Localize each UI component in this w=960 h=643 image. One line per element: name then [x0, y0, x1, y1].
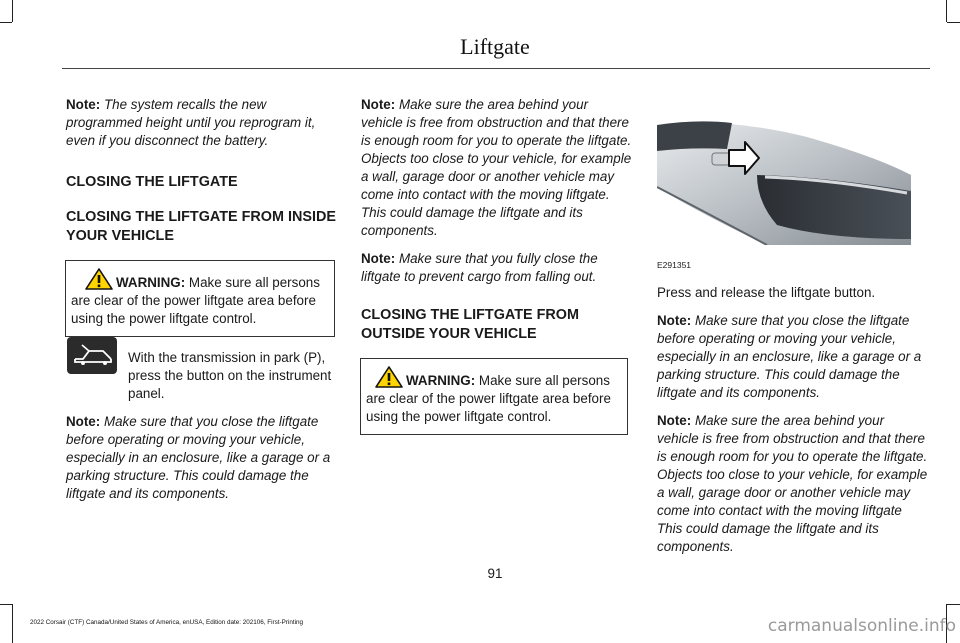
crop-mark — [946, 0, 947, 22]
note-label: Note: — [361, 251, 396, 266]
note-paragraph — [657, 412, 929, 556]
note-label: Note: — [66, 97, 101, 112]
note-paragraph — [361, 250, 633, 286]
crop-mark — [12, 604, 13, 643]
liftgate-button-icon — [67, 337, 117, 374]
note-label: Note: — [657, 313, 692, 328]
crop-mark — [947, 604, 960, 605]
crop-mark — [12, 0, 13, 22]
footer-edition: 2022 Corsair (CTF) Canada/United States of America, enUSA, Edition date: 202106, First-Printing — [30, 619, 303, 626]
note-label: Note: — [657, 413, 692, 428]
warning-text: Make sure all persons are clear of the power liftgate area before using the power liftgate control. — [71, 275, 320, 326]
instruction-text: Press and release the liftgate button. — [657, 285, 876, 300]
image-code: E291351 — [657, 260, 692, 270]
note-paragraph — [66, 413, 338, 503]
warning-label: WARNING: — [406, 373, 476, 388]
section-heading: CLOSING THE LIFTGATE — [66, 174, 238, 190]
note-paragraph — [657, 312, 929, 402]
note-text: Make sure the area behind your vehicle is free from obstruction and that there is enough room for you to operate the liftgate. Objects too close to your vehicle, for example a wall, garage door or another vehicle may come into contact with the moving liftgate. This could damage the liftgate and its components. — [361, 97, 632, 238]
note-text: Make sure that you close the liftgate before operating or moving your vehicle, especially in an enclosure, like a garage or a parking structure. This could damage the liftgate and its components. — [66, 414, 331, 501]
subsection-heading: CLOSING THE LIFTGATE FROM INSIDE YOUR VEHICLE — [66, 209, 336, 244]
column-2 — [361, 96, 633, 435]
note-paragraph — [361, 96, 633, 240]
page-title: Liftgate — [460, 34, 530, 59]
warning-box — [65, 260, 335, 337]
liftgate-photo — [657, 117, 911, 245]
crop-mark — [0, 22, 12, 23]
note-text: Make sure the area behind your vehicle is free from obstruction and that there is enough room for you to operate the liftgate. Objects too close to your vehicle, for example a wall, garage door or another vehicle may come into contact with the moving liftgate This could damage the liftgate and its components. — [657, 413, 928, 554]
note-text: Make sure that you close the liftgate before operating or moving your vehicle, especially in an enclosure, like a garage or a parking structure. This could damage the liftgate and its components. — [657, 313, 922, 400]
column-3 — [657, 284, 929, 556]
crop-mark — [0, 604, 12, 605]
warning-box — [360, 358, 628, 435]
warning-triangle-icon — [375, 366, 403, 388]
note-text: Make sure that you fully close the liftgate to prevent cargo from falling out. — [361, 251, 598, 284]
note-paragraph — [66, 96, 338, 150]
column-1 — [66, 96, 338, 503]
note-text: The system recalls the new programmed height until you reprogram it, even if you disconnect the battery. — [66, 97, 316, 148]
note-label: Note: — [361, 97, 396, 112]
page-number: 91 — [487, 566, 503, 581]
button-instruction: With the transmission in park (P), press the button on the instrument panel. — [128, 350, 332, 401]
section-heading: CLOSING THE LIFTGATE FROM OUTSIDE YOUR VEHICLE — [361, 307, 579, 342]
watermark: carmanualsonline.info — [767, 616, 956, 636]
warning-label: WARNING: — [116, 275, 186, 290]
warning-text: Make sure all persons are clear of the power liftgate area before using the power liftgate control. — [366, 373, 611, 424]
header-rule — [62, 68, 930, 69]
warning-triangle-icon — [85, 268, 113, 290]
crop-mark — [947, 22, 960, 23]
note-label: Note: — [66, 414, 101, 429]
